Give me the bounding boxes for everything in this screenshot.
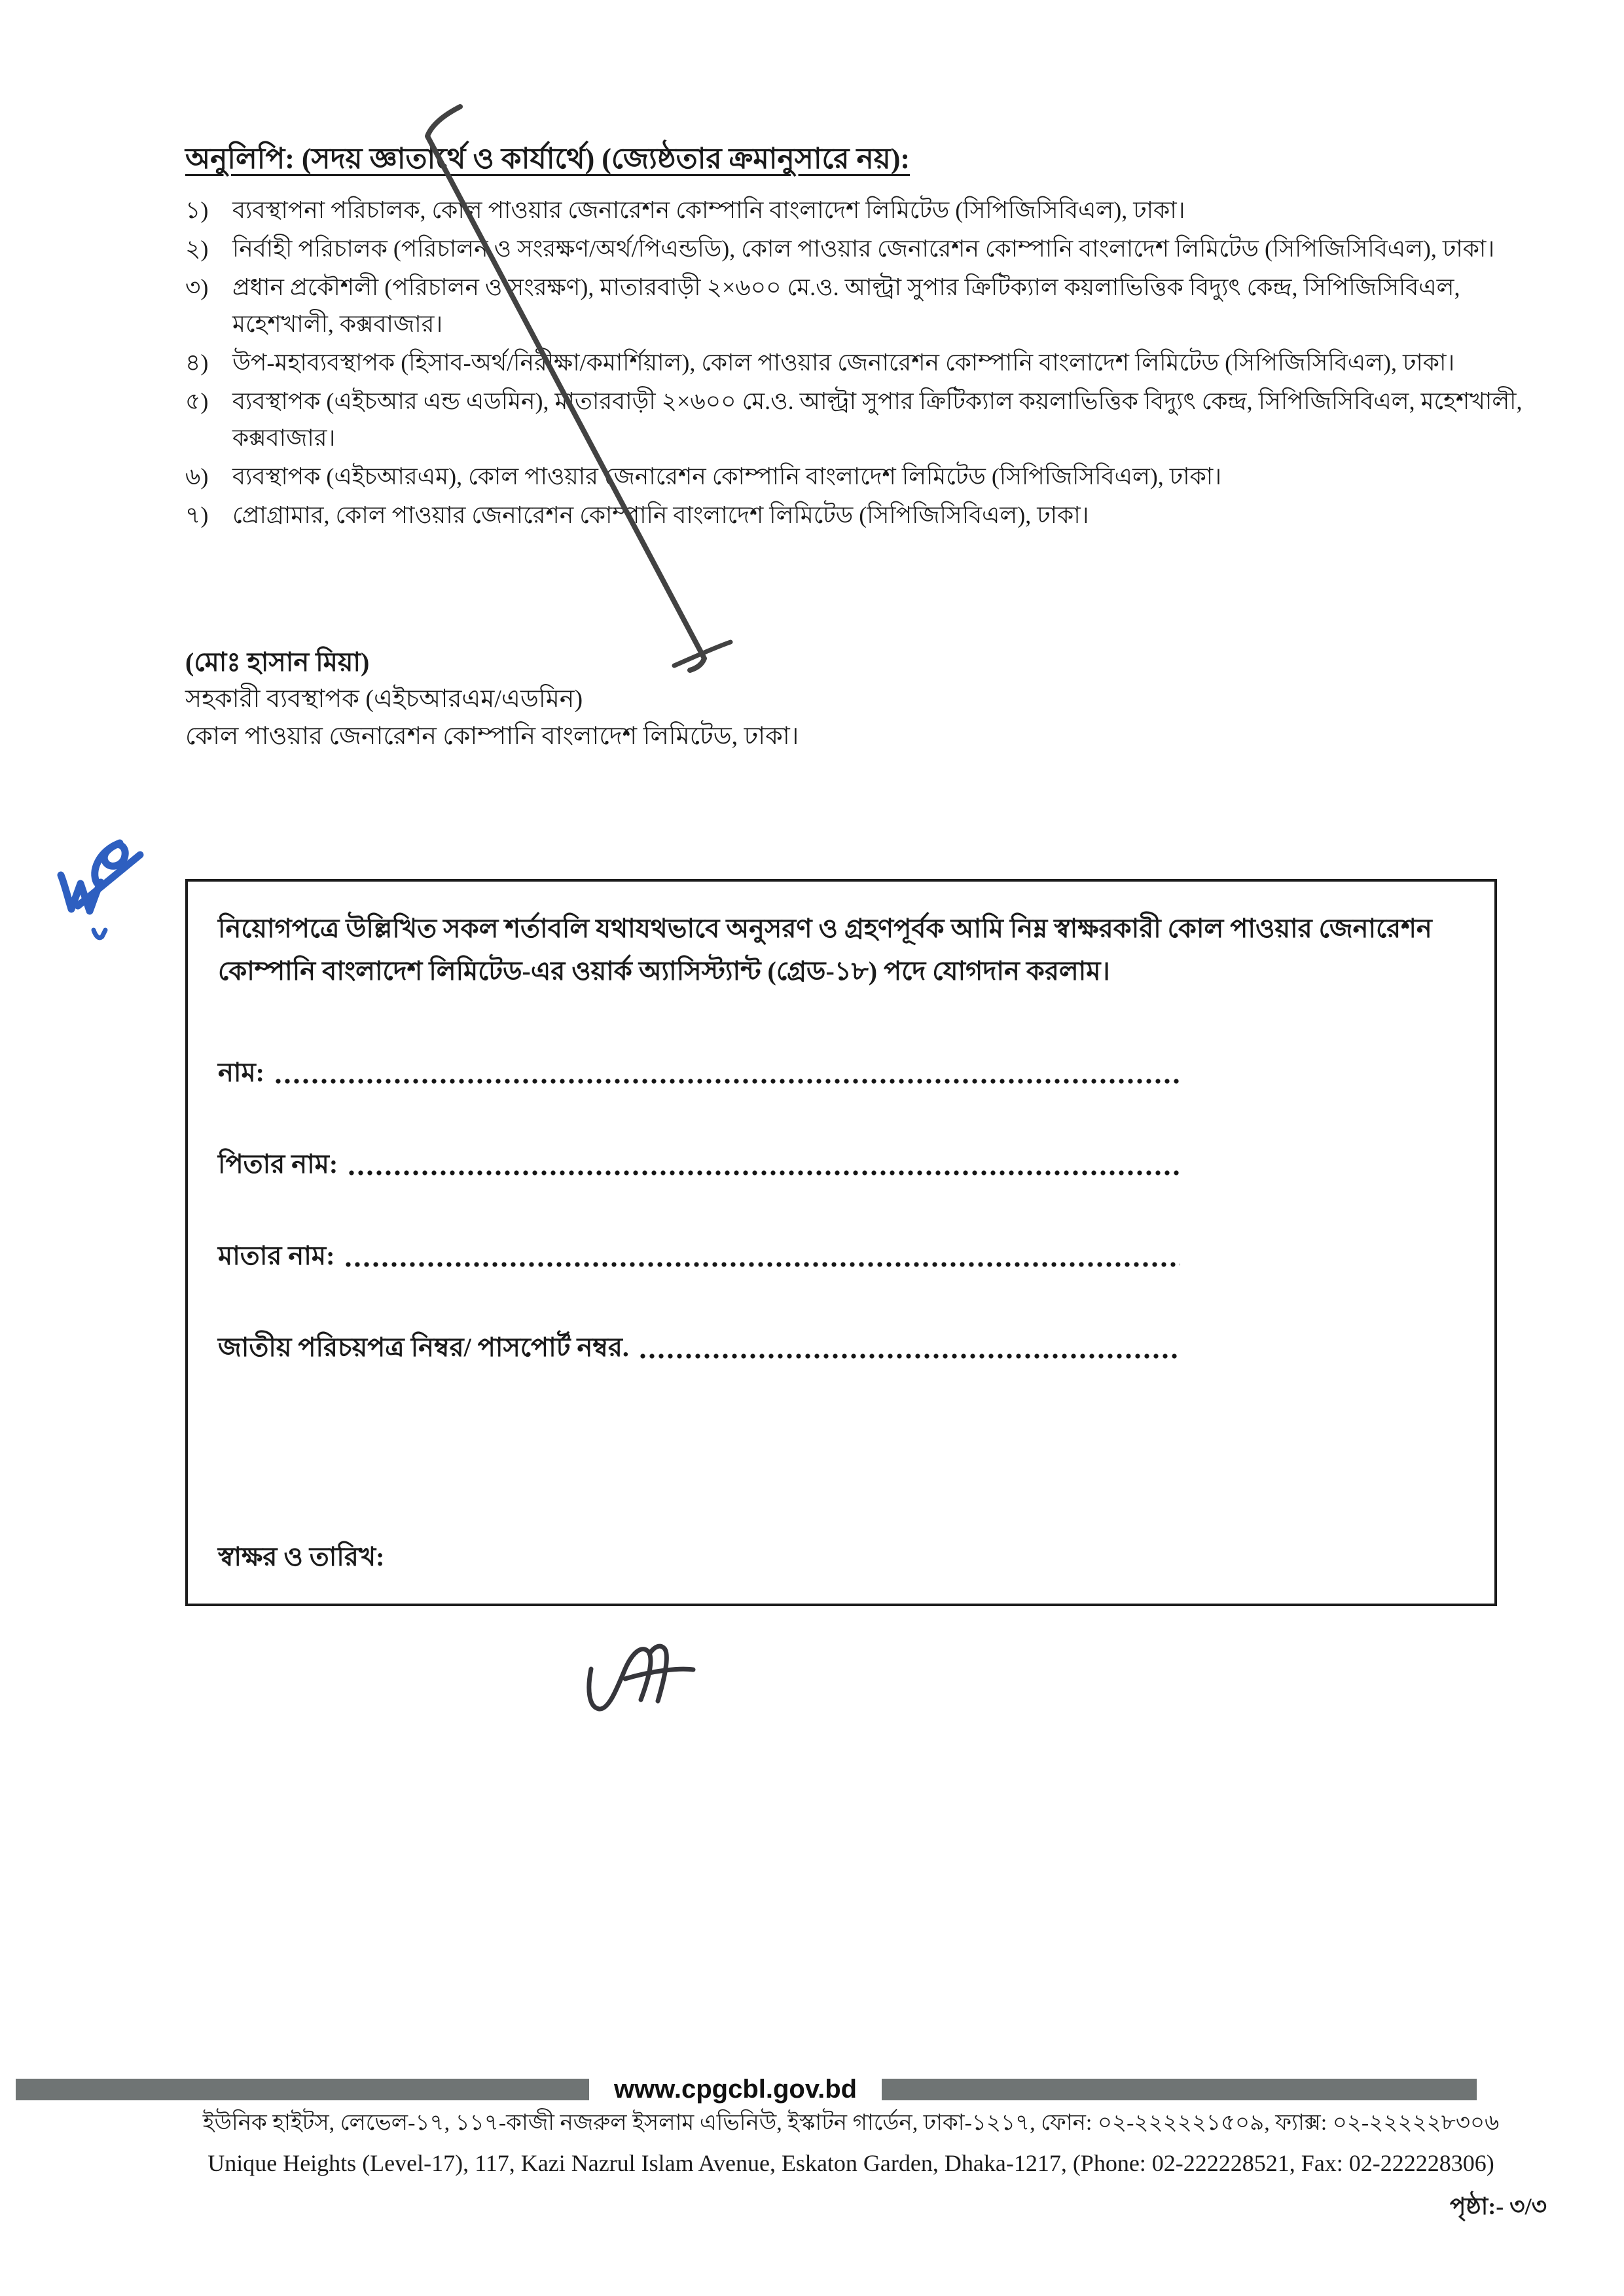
copy-item-number: ৫) xyxy=(185,387,209,414)
copy-item-text: উপ-মহাব্যবস্থাপক (হিসাব-অর্থ/নিরীক্ষা/কমার্শিয়াল), কোল পাওয়ার জেনারেশন কোম্পানি বাংলাদেশ লিমিটেড (সিপিজিসিবিএল), ঢাকা। xyxy=(232,349,1455,376)
signatory-name: (মোঃ হাসান মিয়া) xyxy=(185,647,370,677)
copy-list-item xyxy=(185,192,1553,228)
footer-divider-bar-right xyxy=(882,2079,1477,2100)
joining-form-fields xyxy=(218,1053,1464,1367)
form-field-row xyxy=(218,1145,1180,1184)
form-field-row xyxy=(218,1236,1180,1276)
copy-list-item xyxy=(185,230,1553,267)
footer-address-english: Unique Heights (Level-17), 117, Kazi Nazrul Islam Avenue, Eskaton Garden, Dhaka-1217, (Phone: 02-222228521, Fax: 02-222228306) xyxy=(208,2150,1494,2176)
signatory-designation: সহকারী ব্যবস্থাপক (এইচআরএম/এডমিন) xyxy=(185,685,583,713)
form-field-label: পিতার নাম: xyxy=(218,1149,338,1179)
form-field-row xyxy=(218,1053,1180,1092)
margin-initials-mark xyxy=(61,843,140,938)
copy-item-text: ব্যবস্থাপক (এইচআর এন্ড এডমিন), মাতারবাড়ী ২×৬০০ মে.ও. আল্ট্রা সুপার ক্রিটিক্যাল কয়লাভিত্তিক বিদ্যুৎ কেন্দ্র, সিপিজিসিবিএল, মহেশখালী, কক্সবাজার। xyxy=(232,387,1523,451)
signatory-block xyxy=(185,643,799,755)
copy-item-number: ২) xyxy=(185,235,209,262)
copy-list-item xyxy=(185,458,1553,495)
copy-list xyxy=(185,192,1553,533)
dotted-fill-in-line xyxy=(274,1077,1180,1086)
copy-item-text: প্রোগ্রামার, কোল পাওয়ার জেনারেশন কোম্পানি বাংলাদেশ লিমিটেড (সিপিজিসিবিএল), ঢাকা। xyxy=(232,501,1089,528)
footer-bar-line xyxy=(16,2073,1477,2105)
copy-section xyxy=(185,143,1553,535)
handwritten-signature xyxy=(589,1646,693,1709)
form-field-label: মাতার নাম: xyxy=(218,1240,335,1270)
copy-item-number: ৩) xyxy=(185,274,209,300)
form-field-label: নাম: xyxy=(218,1057,265,1087)
copy-item-text: নির্বাহী পরিচালক (পরিচালন ও সংরক্ষণ/অর্থ/পিএন্ডডি), কোল পাওয়ার জেনারেশন কোম্পানি বাংলাদেশ লিমিটেড (সিপিজিসিবিএল), ঢাকা। xyxy=(232,235,1495,262)
copy-item-number: ৪) xyxy=(185,349,209,376)
dotted-fill-in-line xyxy=(638,1352,1180,1361)
copy-list-item xyxy=(185,497,1553,533)
copy-list-item xyxy=(185,269,1553,342)
joining-declaration-paragraph: নিয়োগপত্রে উল্লিখিত সকল শর্তাবলি যথাযথভাবে অনুসরণ ও গ্রহণপূর্বক আমি নিম্ন স্বাক্ষরকারী কোল পাওয়ার জেনারেশন কোম্পানি বাংলাদেশ লিমিটেড-এর ওয়ার্ক অ্যাসিস্ট্যান্ট (গ্রেড-১৮) পদে যোগদান করলাম। xyxy=(218,914,1432,986)
copy-item-text: প্রধান প্রকৌশলী (পরিচালন ও সংরক্ষণ), মাতারবাড়ী ২×৬০০ মে.ও. আল্ট্রা সুপার ক্রিটিক্যাল কয়লাভিত্তিক বিদ্যুৎ কেন্দ্র, সিপিজিসিবিএল, মহেশখালী, কক্সবাজার। xyxy=(232,274,1460,337)
copy-item-text: ব্যবস্থাপক (এইচআরএম), কোল পাওয়ার জেনারেশন কোম্পানি বাংলাদেশ লিমিটেড (সিপিজিসিবিএল), ঢাকা। xyxy=(232,463,1222,490)
copy-list-item xyxy=(185,344,1553,381)
copy-item-number: ৬) xyxy=(185,463,209,490)
signature-date-label: স্বাক্ষর ও তারিখ: xyxy=(218,1541,385,1571)
footer-website-url: www.cpgcbl.gov.bd xyxy=(614,2074,857,2104)
page-number: পৃষ্ঠা:- ৩/৩ xyxy=(1449,2193,1547,2219)
copy-item-number: ১) xyxy=(185,196,209,223)
form-field-row xyxy=(218,1328,1180,1367)
dotted-fill-in-line xyxy=(344,1260,1180,1269)
joining-declaration-box xyxy=(185,879,1497,1606)
copy-list-item xyxy=(185,383,1553,456)
copy-section-heading: অনুলিপি: (সদয় জ্ঞাতার্থে ও কার্যার্থে) (জ্যেষ্ঠতার ক্রমানুসারে নয়): xyxy=(185,143,910,175)
footer-divider-bar-left xyxy=(16,2079,589,2100)
copy-item-number: ৭) xyxy=(185,501,209,528)
footer-address-bengali: ইউনিক হাইটস, লেভেল-১৭, ১১৭-কাজী নজরুল ইসলাম এভিনিউ, ইস্কাটন গার্ডেন, ঢাকা-১২১৭, ফোন: ০২-২২২২২১৫০৯, ফ্যাক্স: ০২-২২২২২৮৩০৬ xyxy=(202,2111,1500,2135)
dotted-fill-in-line xyxy=(347,1168,1180,1177)
copy-item-text: ব্যবস্থাপনা পরিচালক, কোল পাওয়ার জেনারেশন কোম্পানি বাংলাদেশ লিমিটেড (সিপিজিসিবিএল), ঢাকা। xyxy=(232,196,1185,223)
form-field-label: জাতীয় পরিচয়পত্র নিম্বর/ পাসপোর্ট নম্বর. xyxy=(218,1332,629,1362)
signatory-organization: কোল পাওয়ার জেনারেশন কোম্পানি বাংলাদেশ লিমিটেড, ঢাকা। xyxy=(185,723,799,750)
